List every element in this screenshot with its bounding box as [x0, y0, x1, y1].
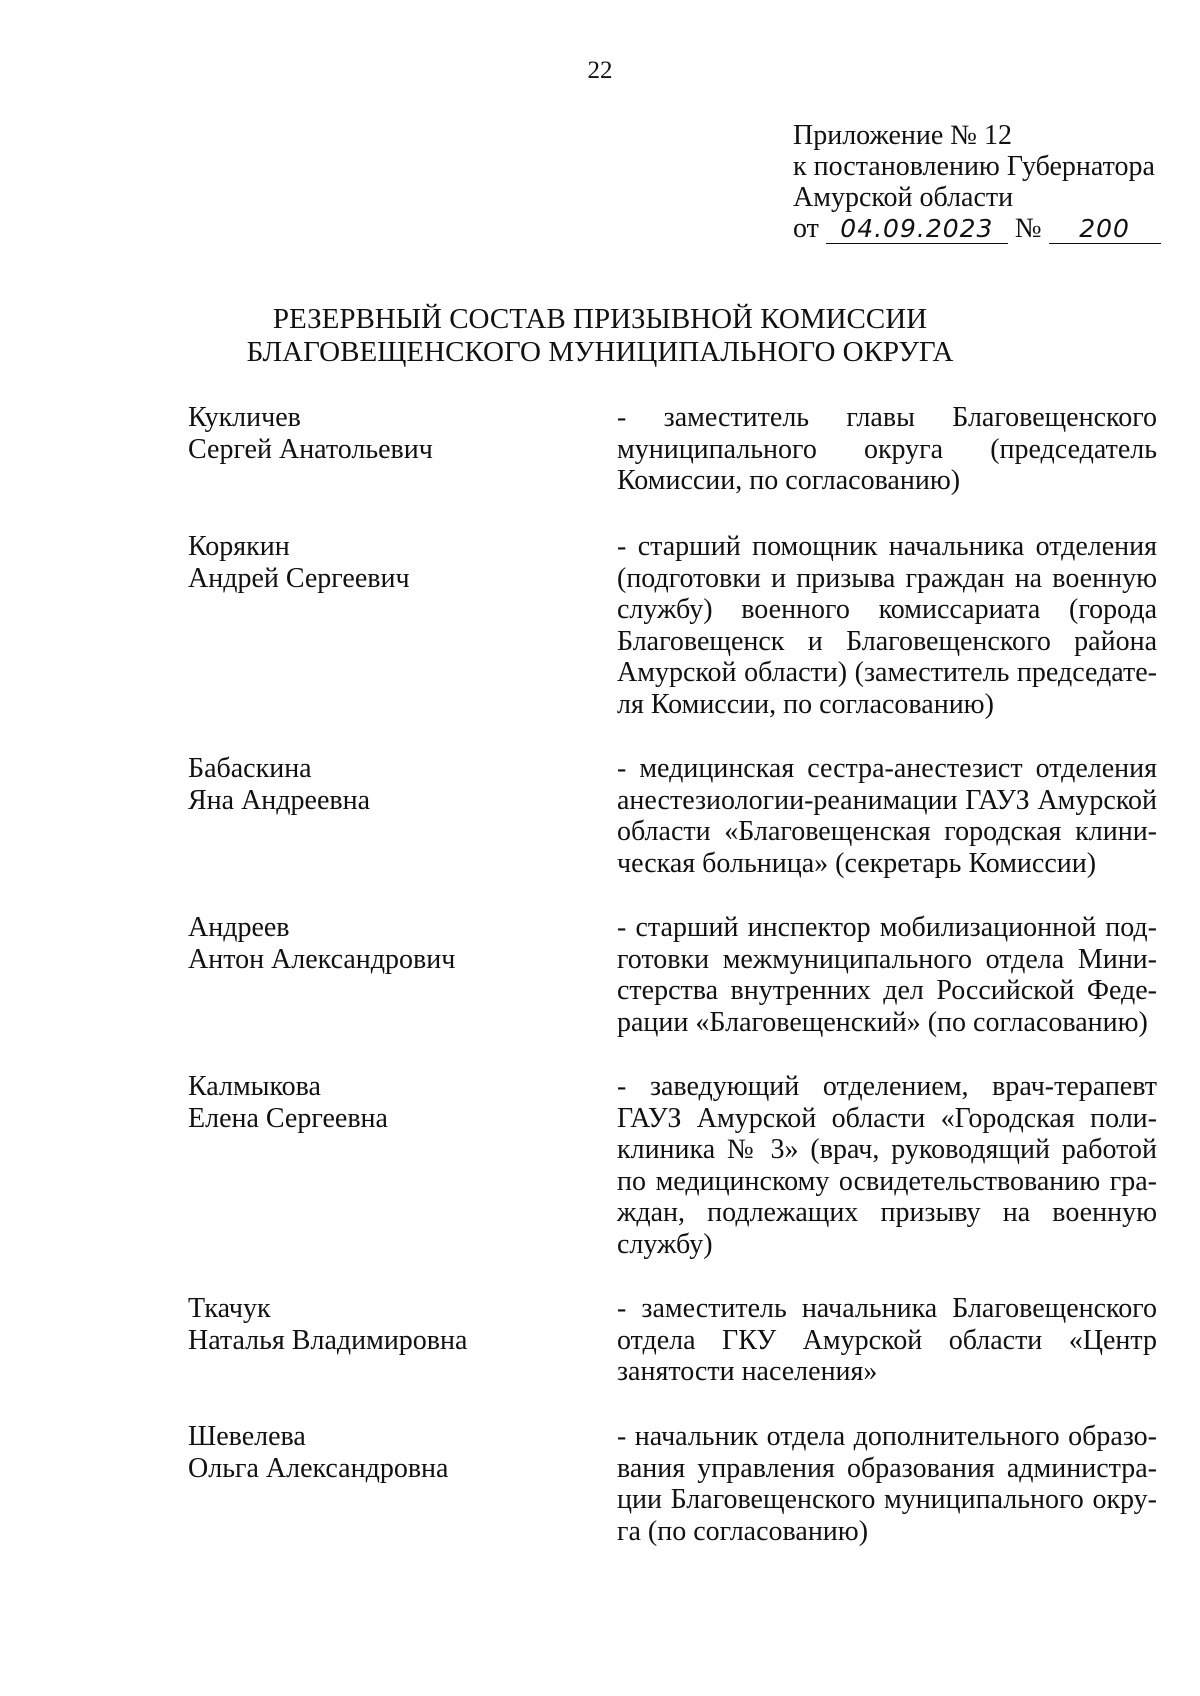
member-name — [188, 402, 568, 465]
member-name — [188, 753, 568, 816]
member-name — [188, 1071, 568, 1134]
member-surname: Кукличев — [188, 402, 301, 433]
member-given-names: Елена Сергеевна — [188, 1102, 388, 1134]
member-name — [188, 1421, 568, 1484]
appendix-line-1: Приложение № 12 — [793, 120, 1012, 151]
appendix-block — [793, 120, 1173, 244]
member-role: - заместитель главы Благовещенского муниципального округа (председатель Комиссии, по согласованию) — [617, 402, 1157, 496]
handwritten-date: 04.09.2023 — [826, 215, 1008, 244]
title-line-2: БЛАГОВЕЩЕНСКОГО МУНИЦИПАЛЬНОГО ОКРУГА — [246, 336, 954, 368]
appendix-date-line — [793, 213, 1173, 244]
member-surname: Шевелева — [188, 1421, 306, 1452]
member-role: - начальник отдела дополнительного образо-вания управления образования администра-ции Благовещенского муниципального окру-га (по согласованию) — [617, 1421, 1157, 1547]
member-surname: Андреев — [188, 912, 290, 943]
member-role: - медицинская сестра-анестезист отделения анестезиологии-реанимации ГАУЗ Амурской области «Благовещенская городская клини-ческая больница» (секретарь Комиссии) — [617, 753, 1157, 879]
member-name — [188, 531, 568, 594]
member-role: - заведующий отделением, врач-терапевт ГАУЗ Амурской области «Городская поли-клиника № 3» (врач, руководящий работой по медицинскому освидетельствованию гра-ждан, подлежащих призыву на военную службу) — [617, 1071, 1157, 1260]
date-prefix: от — [793, 213, 819, 244]
member-given-names: Ольга Александровна — [188, 1452, 449, 1484]
member-role: - старший инспектор мобилизационной под-готовки межмуниципального отдела Мини-стерства внутренних дел Российской Феде-рации «Благовещенский» (по согласованию) — [617, 912, 1157, 1038]
member-given-names: Антон Александрович — [188, 943, 456, 975]
number-sign: № — [1014, 213, 1042, 244]
member-given-names: Андрей Сергеевич — [188, 562, 410, 594]
document-title — [0, 303, 1200, 369]
member-surname: Корякин — [188, 531, 290, 562]
title-line-1: РЕЗЕРВНЫЙ СОСТАВ ПРИЗЫВНОЙ КОМИССИИ — [272, 303, 928, 335]
member-role: - старший помощник начальника отделения (подготовки и призыва граждан на военную службу) военного комиссариата (города Благовещенск и Благовещенского района Амурской области) (заместитель председате-ля Комиссии, по согласованию) — [617, 531, 1157, 720]
member-given-names: Наталья Владимировна — [188, 1324, 468, 1356]
member-role: - заместитель начальника Благовещенского отдела ГКУ Амурской области «Центр занятости населения» — [617, 1293, 1157, 1387]
appendix-line-2: к постановлению Губернатора — [793, 151, 1155, 182]
member-surname: Ткачук — [188, 1293, 271, 1324]
member-name — [188, 912, 568, 975]
member-surname: Бабаскина — [188, 753, 312, 784]
member-given-names: Яна Андреевна — [188, 784, 371, 816]
handwritten-number: 200 — [1049, 215, 1161, 244]
member-surname: Калмыкова — [188, 1071, 321, 1102]
page-number: 22 — [587, 57, 613, 84]
appendix-line-3: Амурской области — [793, 182, 1014, 213]
member-name — [188, 1293, 568, 1356]
member-given-names: Сергей Анатольевич — [188, 433, 433, 465]
